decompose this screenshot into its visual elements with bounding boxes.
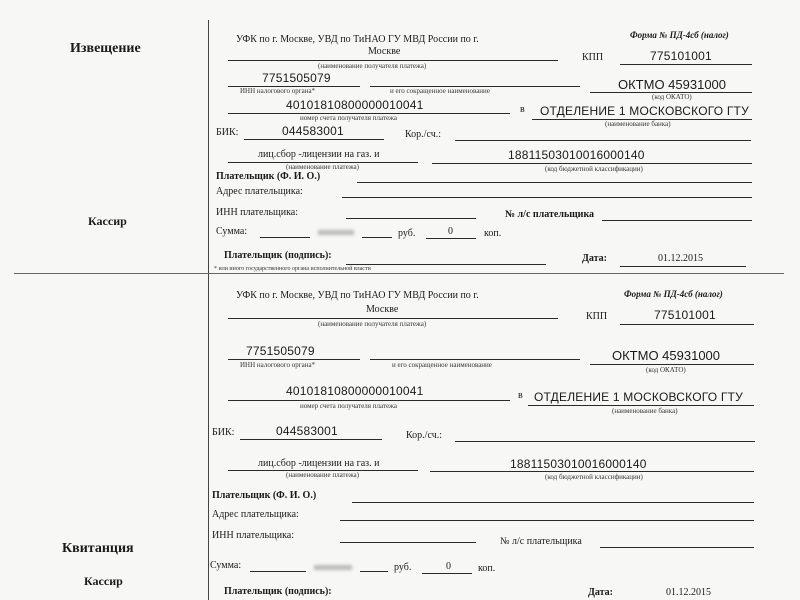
date-value: 01.12.2015 (666, 587, 711, 598)
sum-underline-2 (362, 237, 392, 238)
recipient-name-line1: УФК по г. Москве, УВД по ТиНАО ГУ МВД России по г. (236, 34, 479, 45)
sum-redacted (314, 565, 352, 570)
sum-underline-1 (260, 237, 310, 238)
footnote: * или иного государственного органа исполнительной власти (214, 266, 371, 272)
bank-underline (528, 405, 754, 406)
bik-value: 044583001 (276, 424, 338, 438)
kop-value: 0 (448, 226, 453, 237)
kbk-underline (430, 471, 754, 472)
bank-in-label: в (520, 104, 525, 115)
sum-label: Сумма: (210, 560, 242, 571)
inn-underline (228, 359, 360, 360)
kbk-underline (432, 163, 752, 164)
payment-name-caption: (наименование платежа) (286, 163, 359, 171)
bik-underline (240, 439, 382, 440)
rub-label: руб. (394, 562, 412, 573)
payment-name-caption: (наименование платежа) (286, 471, 359, 479)
recipient-underline (228, 60, 558, 61)
bik-value: 044583001 (282, 124, 344, 138)
payer-inn-label: ИНН плательщика: (216, 207, 299, 218)
address-underline (342, 197, 752, 198)
kpp-underline (620, 324, 754, 325)
korsch-label: Кор./сч.: (406, 430, 442, 441)
kbk-caption: (код бюджетной классификации) (545, 473, 643, 481)
oktmo-value: ОКТМО 45931000 (612, 348, 721, 363)
account-underline (228, 400, 510, 401)
short-name-underline (370, 359, 580, 360)
kpp-value: 775101001 (654, 308, 716, 322)
payer-inn-underline (346, 218, 476, 219)
address-underline (340, 520, 754, 521)
section-divider (14, 273, 784, 274)
recipient-caption: (наименование получателя платежа) (318, 62, 427, 70)
signature-underline (346, 264, 546, 265)
address-label: Адрес плательщика: (216, 186, 303, 197)
inn-caption: ИНН налогового органа* (240, 361, 316, 369)
ls-underline (600, 547, 754, 548)
form-number: Форма № ПД-4сб (налог) (630, 30, 729, 40)
sum-underline-2 (360, 571, 388, 572)
date-label: Дата: (582, 253, 607, 264)
oktmo-underline (590, 364, 754, 365)
payer-underline (352, 502, 754, 503)
kpp-label: КПП (586, 311, 608, 322)
kop-value: 0 (446, 561, 451, 572)
signature-label: Плательщик (подпись): (224, 250, 332, 261)
oktmo-value: ОКТМО 45931000 (618, 77, 727, 92)
form-number: Форма № ПД-4сб (налог) (624, 289, 723, 299)
kbk-value: 18811503010016000140 (508, 148, 645, 162)
notice-cashier-label: Кассир (88, 214, 127, 228)
date-underline (620, 266, 746, 267)
short-name-caption: и его сокращенное наименование (392, 361, 492, 369)
receipt-cashier-label: Кассир (84, 574, 123, 588)
sum-label: Сумма: (216, 226, 248, 237)
payer-inn-label: ИНН плательщика: (212, 530, 295, 541)
kpp-label: КПП (582, 52, 604, 63)
kop-underline (422, 573, 472, 574)
account-caption: номер счета получателя платежа (300, 114, 397, 122)
bank-value: ОТДЕЛЕНИЕ 1 МОСКОВСКОГО ГТУ (540, 104, 749, 118)
recipient-underline (228, 318, 558, 319)
date-label: Дата: (588, 587, 613, 598)
bik-label: БИК: (216, 127, 239, 138)
korsch-underline (455, 441, 755, 442)
inn-caption: ИНН налогового органа* (240, 87, 316, 95)
payment-name-value: лиц.сбор -лицензии на газ. и (258, 458, 380, 469)
okato-caption: (код ОКАТО) (652, 93, 692, 101)
notice-title: Извещение (70, 41, 141, 56)
account-value: 40101810800000010041 (286, 98, 424, 112)
payment-name-value: лиц.сбор -лицензии на газ. и (258, 149, 380, 160)
receipt-title: Квитанция (62, 541, 134, 556)
sum-underline-1 (250, 571, 306, 572)
address-label: Адрес плательщика: (212, 509, 299, 520)
account-caption: номер счета получателя платежа (300, 402, 397, 410)
bik-label: БИК: (212, 427, 235, 438)
ls-label: № л/с плательщика (505, 209, 595, 220)
bank-caption: (наименование банка) (605, 120, 671, 128)
payer-label: Плательщик (Ф. И. О.) (216, 171, 321, 182)
ls-underline (602, 220, 752, 221)
short-name-caption: и его сокращенное наименование (390, 87, 490, 95)
signature-label: Плательщик (подпись): (224, 586, 332, 597)
payer-label: Плательщик (Ф. И. О.) (212, 490, 317, 501)
inn-value: 7751505079 (246, 344, 315, 358)
kbk-value: 18811503010016000140 (510, 457, 647, 471)
payer-underline (357, 182, 752, 183)
payer-inn-underline (340, 542, 476, 543)
sum-redacted (318, 230, 354, 235)
bank-caption: (наименование банка) (612, 407, 678, 415)
ls-label: № л/с плательщика (500, 536, 582, 547)
bank-in-label: в (518, 390, 523, 401)
recipient-name-line1: УФК по г. Москве, УВД по ТиНАО ГУ МВД России по г. (236, 290, 479, 301)
kbk-caption: (код бюджетной классификации) (545, 165, 643, 173)
rub-label: руб. (398, 228, 416, 239)
kpp-underline (620, 64, 752, 65)
recipient-caption: (наименование получателя платежа) (318, 320, 427, 328)
kop-label: коп. (478, 563, 496, 574)
column-divider (208, 20, 209, 600)
korsch-underline (455, 140, 751, 141)
bank-value: ОТДЕЛЕНИЕ 1 МОСКОВСКОГО ГТУ (534, 390, 743, 404)
okato-caption: (код ОКАТО) (646, 366, 686, 374)
recipient-name-line2: Москве (368, 46, 401, 57)
recipient-name-line2: Москве (366, 304, 399, 315)
kpp-value: 775101001 (650, 49, 712, 63)
inn-value: 7751505079 (262, 71, 331, 85)
date-value: 01.12.2015 (658, 253, 703, 264)
account-value: 40101810800000010041 (286, 384, 424, 398)
korsch-label: Кор./сч.: (405, 129, 441, 140)
bik-underline (244, 139, 384, 140)
kop-label: коп. (484, 228, 502, 239)
kop-underline (426, 238, 476, 239)
